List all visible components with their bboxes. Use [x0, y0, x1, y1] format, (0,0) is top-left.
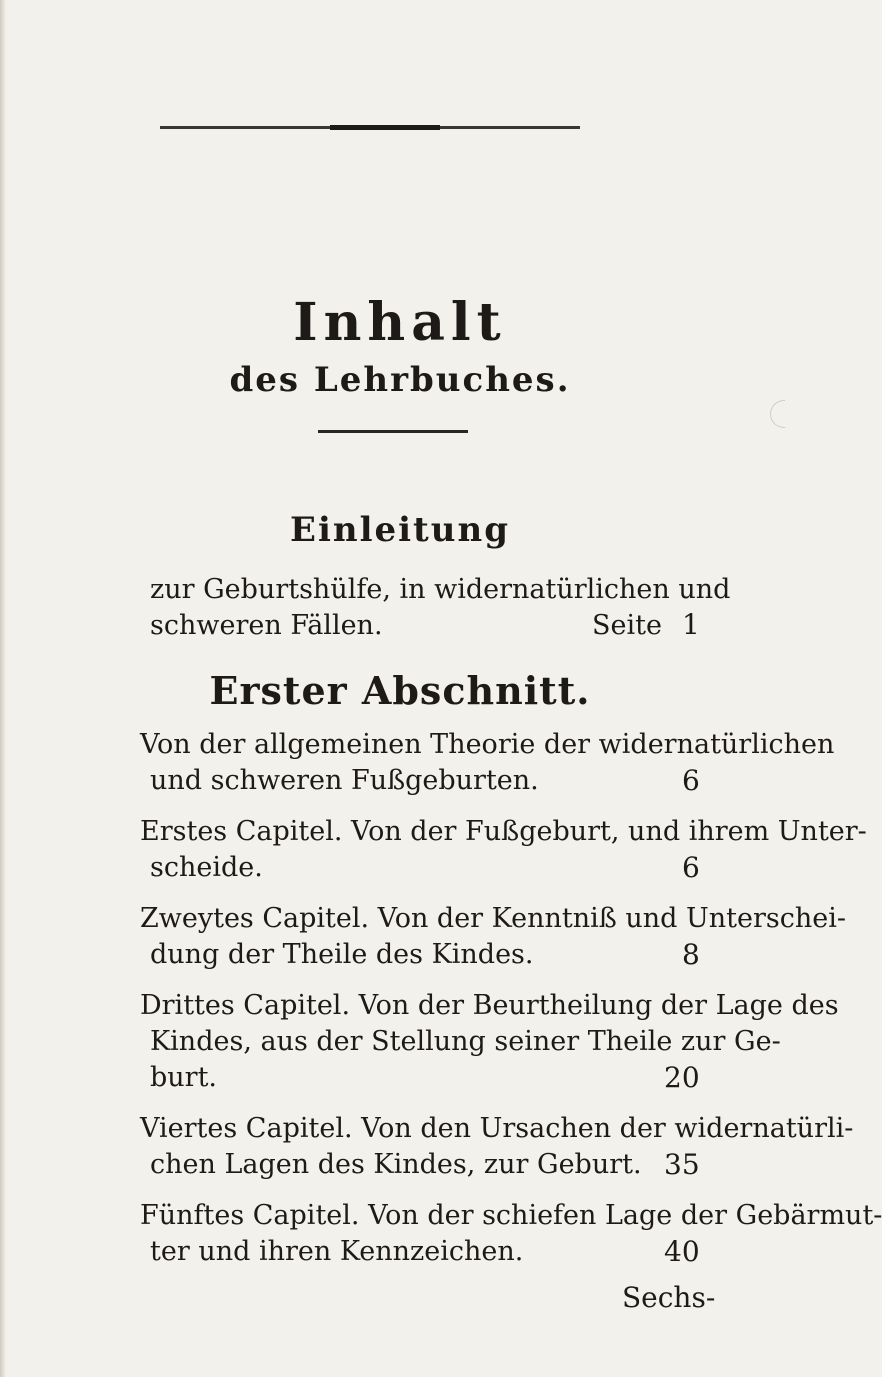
chapter-line: dung der Theile des Kindes.: [150, 939, 534, 970]
paper-mark: [770, 400, 785, 428]
page-subtitle: des Lehrbuches.: [229, 360, 571, 400]
chapter-line: burt.: [150, 1062, 218, 1093]
section-line: und schweren Fußgeburten.: [150, 765, 539, 796]
catchword: Sechs-: [622, 1281, 716, 1314]
introduction-page-label: Seite: [592, 610, 662, 641]
chapter-page-number: 35: [664, 1148, 700, 1181]
page-title: Inhalt: [293, 292, 507, 353]
title-divider: [318, 430, 468, 433]
chapter-line: scheide.: [150, 852, 263, 883]
chapter-page-number: 40: [664, 1235, 700, 1268]
chapter-line: chen Lagen des Kindes, zur Geburt.: [150, 1149, 642, 1180]
section-line: Von der allgemeinen Theorie der widernatürlichen: [140, 729, 835, 760]
chapter-page-number: 8: [682, 938, 700, 971]
chapter-line: Erstes Capitel. Von der Fußgeburt, und ihrem Unter-: [140, 816, 867, 847]
top-rule-accent: [330, 125, 440, 130]
chapter-page-number: 20: [664, 1061, 700, 1094]
section-page-number: 6: [682, 764, 700, 797]
section-heading: Erster Abschnitt.: [209, 668, 591, 713]
chapter-line: Drittes Capitel. Von der Beurtheilung der Lage des: [140, 990, 839, 1021]
introduction-line: schweren Fällen.: [150, 610, 383, 641]
introduction-page-number: 1: [682, 608, 700, 641]
introduction-heading: Einleitung: [290, 510, 510, 550]
chapter-line: Zweytes Capitel. Von der Kenntniß und Unterschei-: [140, 903, 846, 934]
chapter-line: Fünftes Capitel. Von der schiefen Lage der Gebärmut-: [140, 1200, 882, 1231]
chapter-line: Viertes Capitel. Von den Ursachen der widernatürli-: [140, 1113, 854, 1144]
chapter-page-number: 6: [682, 851, 700, 884]
chapter-line: ter und ihren Kennzeichen.: [150, 1236, 524, 1267]
introduction-line: zur Geburtshülfe, in widernatürlichen und: [150, 574, 731, 605]
chapter-line: Kindes, aus der Stellung seiner Theile zur Ge-: [150, 1026, 781, 1057]
